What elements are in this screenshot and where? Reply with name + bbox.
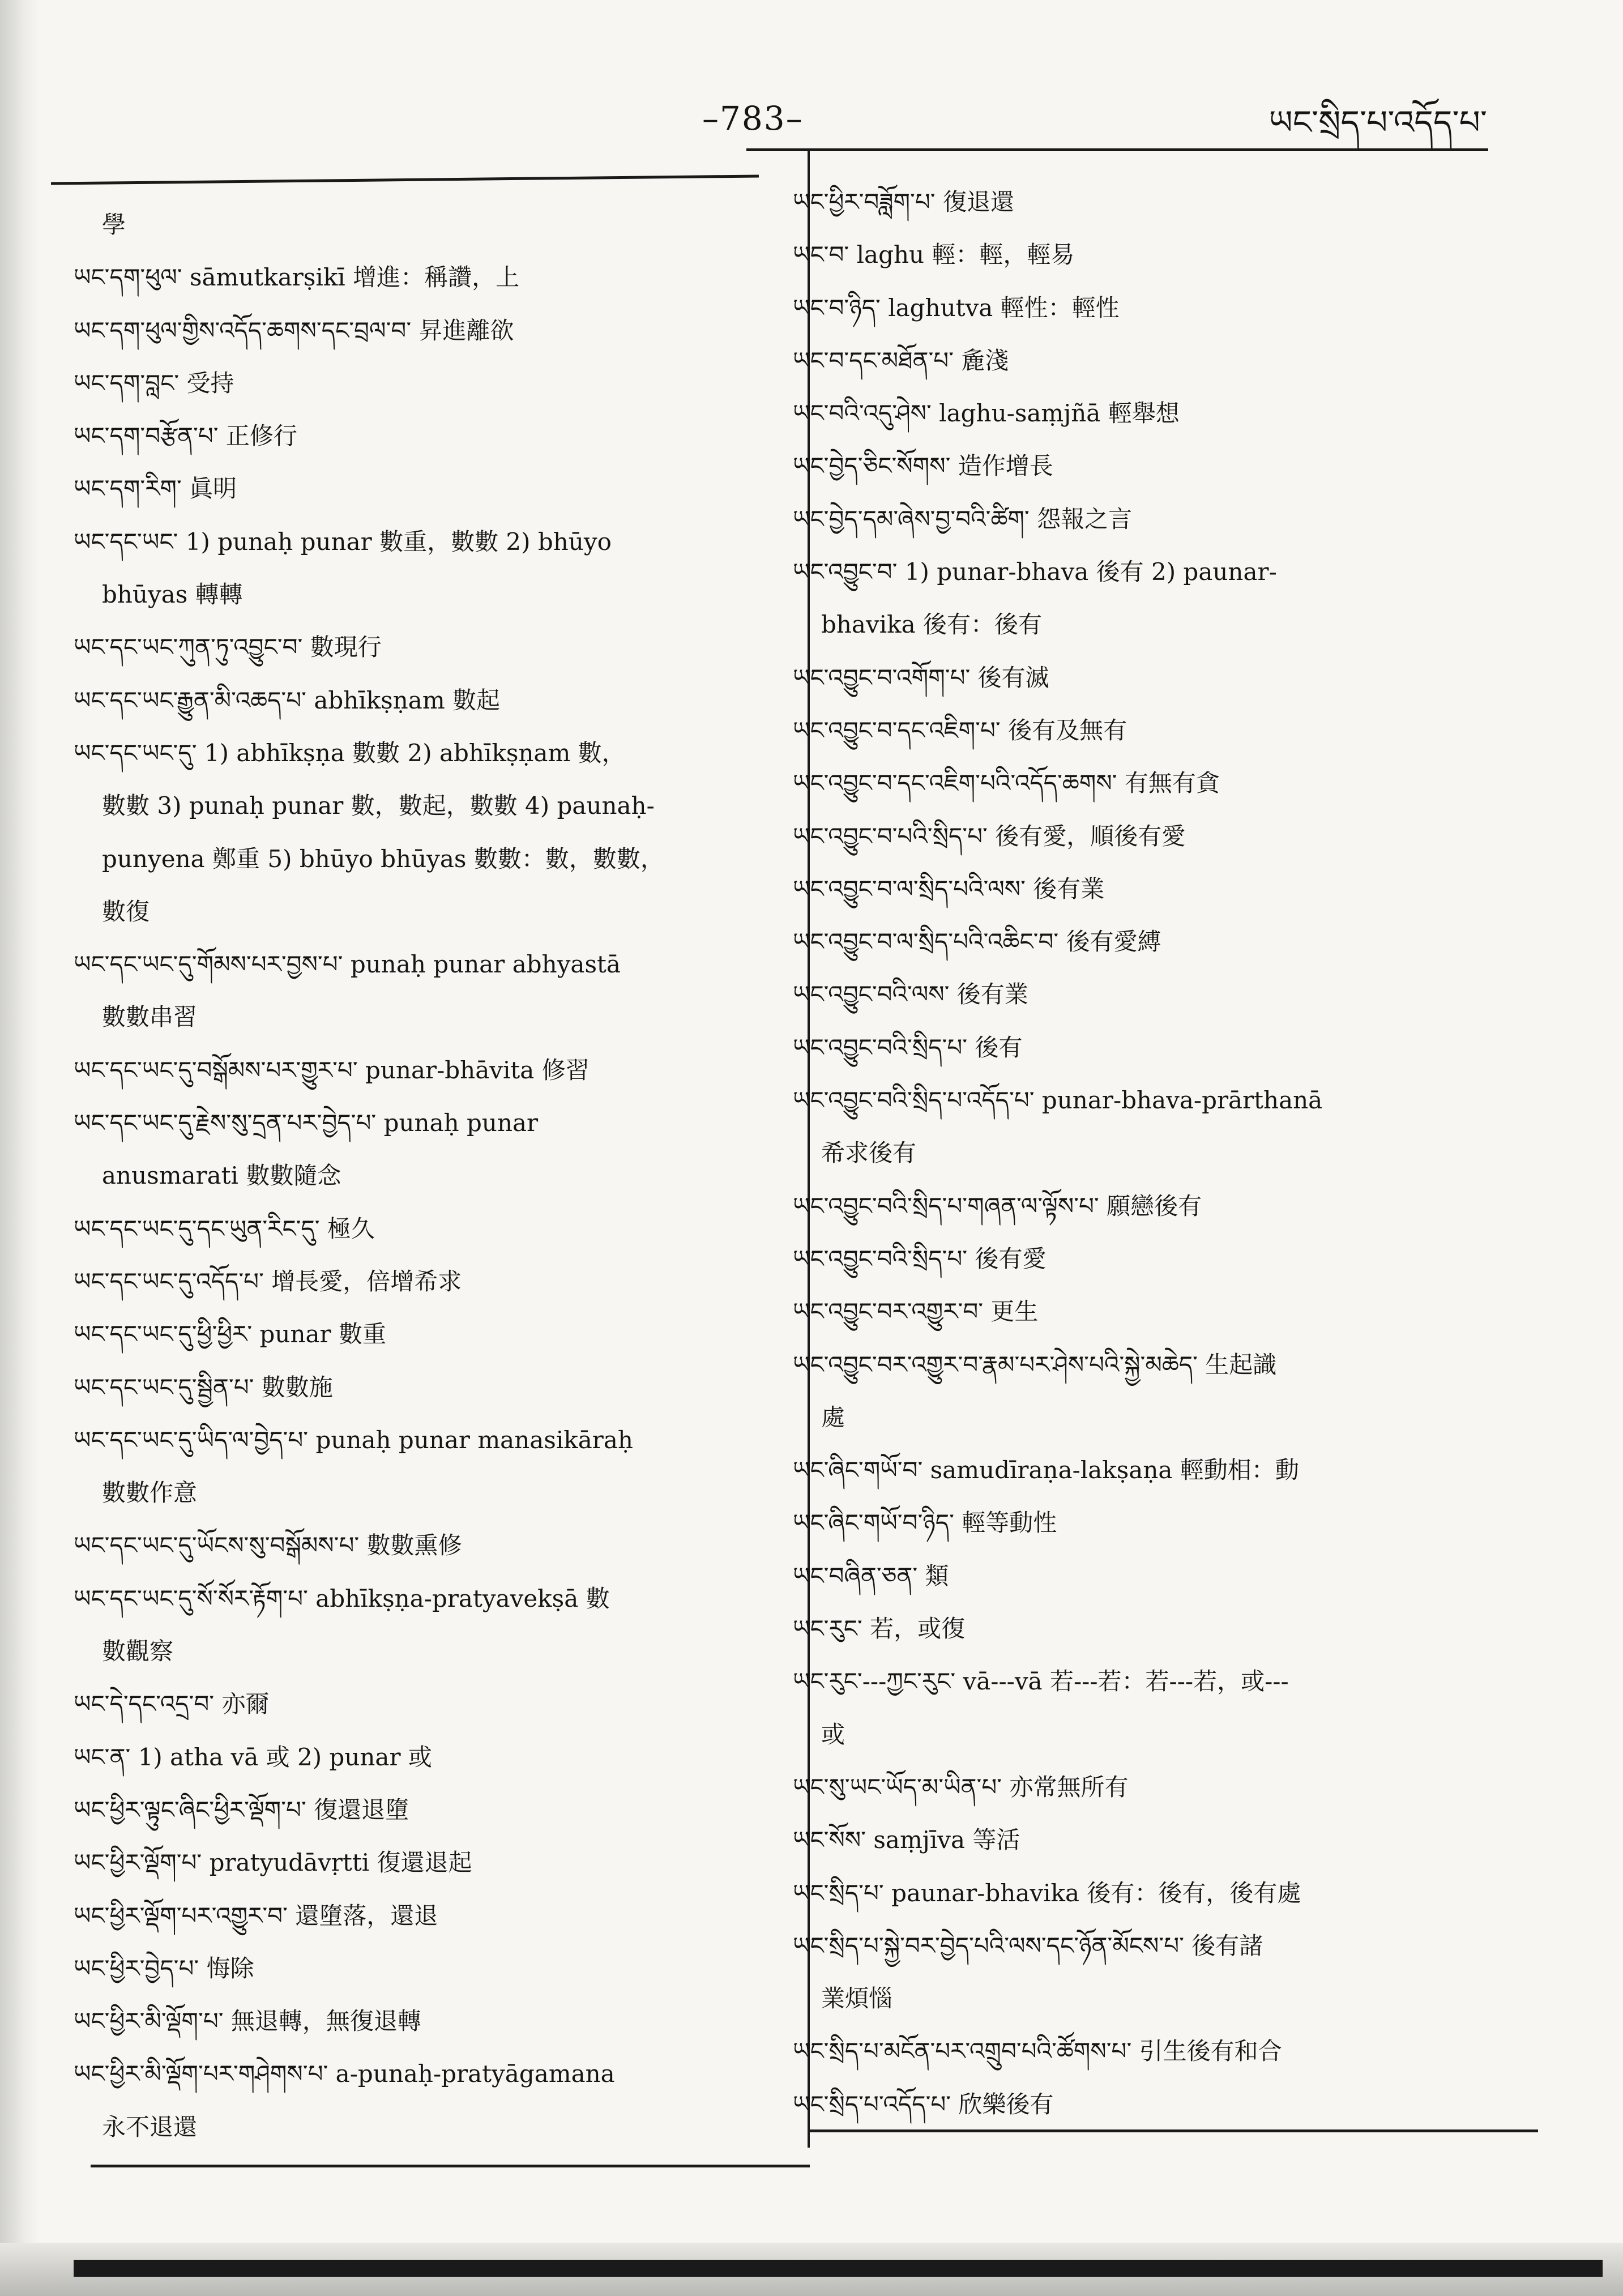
- dictionary-entry-line: ཡང་ཕྱིར་བྱེད་པ་ 悔除: [74, 1954, 254, 1982]
- left-column: [74, 198, 781, 2153]
- header-rule: [746, 148, 1488, 151]
- dictionary-entry-line: ཡང་དང་ཡང་དུ་བསྒོམས་པར་གྱུར་པ་ punar-bhāvita 修習: [74, 1056, 590, 1084]
- dictionary-entry-line: ཡང་སྲིད་པ་སྐྱེ་བར་བྱེད་པའི་ལས་དང་ཉོན་མོངས་པ་ 後有諸: [793, 1931, 1263, 1960]
- dictionary-entry-line: ཡང་འབྱུང་བ་དང་འཇིག་པ་ 後有及無有: [793, 716, 1127, 744]
- dictionary-entry-line: ཡང་དང་ཡང་དུ་ཡོངས་སུ་བསྒོམས་པ་ 數數熏修: [74, 1531, 462, 1560]
- dictionary-entry-line: ཡང་རུང་---ཀྱང་རུང་ vā---vā 若---若：若---若，或---: [793, 1667, 1289, 1696]
- dictionary-entry-line: ཡང་སྲིད་པ་ paunar-bhavika 後有：後有，後有處: [793, 1879, 1301, 1907]
- dictionary-entry-line: bhavika 後有：後有: [821, 611, 1042, 639]
- dictionary-entry-line: 數數串習: [102, 1003, 198, 1031]
- dictionary-entry-line: ཡང་འབྱུང་བ་དང་འཇིག་པའི་འདོད་ཆགས་ 有無有貪: [793, 769, 1220, 797]
- right-column: [793, 176, 1501, 2131]
- dictionary-entry-line: ཡང་འབྱུང་བའི་སྲིད་པ་ 後有: [793, 1033, 1023, 1061]
- dictionary-entry-line: ཡང་དང་ཡང་ཀུན་ཏུ་འབྱུང་བ་ 數現行: [74, 633, 382, 662]
- dictionary-entry-line: ཡང་འབྱུང་བ་པའི་སྲིད་པ་ 後有愛，順後有愛: [793, 822, 1186, 850]
- dictionary-entry-line: ཡང་དག་རིག་ 眞明: [74, 475, 237, 503]
- left-column-top-rule: [51, 174, 759, 185]
- dictionary-entry-line: ཡང་བ་ཉིད་ laghutva 輕性：輕性: [793, 293, 1120, 322]
- dictionary-entry-line: ཡང་དང་ཡང་དུ་ 1) abhīkṣṇa 數數 2) abhīkṣṇam 數，: [74, 739, 626, 767]
- dictionary-entry-line: ཡང་དང་ཡང་དུ་ཡིད་ལ་བྱེད་པ་ punaḥ punar manasikāraḥ: [74, 1426, 633, 1454]
- dictionary-entry-line: 數觀察: [102, 1637, 174, 1666]
- dictionary-entry-line: ཡང་དང་ཡང་དུ་ཕྱི་ཕྱིར་ punar 數重: [74, 1320, 386, 1348]
- dictionary-entry-line: ཡང་དང་ཡང་དུ་འདོད་པ་ 增長愛，倍增希求: [74, 1267, 462, 1295]
- dictionary-entry-line: 或: [821, 1720, 845, 1748]
- dictionary-entry-line: 業煩惱: [821, 1985, 893, 2013]
- dictionary-entry-line: ཡང་ཕྱིར་ལྟུང་ཞིང་ཕྱིར་ལྡོག་པ་ 復還退墮: [74, 1795, 409, 1824]
- dictionary-entry-line: ཡང་བའི་འདུ་ཤེས་ laghu-saṃjñā 輕舉想: [793, 399, 1180, 428]
- dictionary-entry-line: ཡང་ཕྱིར་བཟློག་པ་ 復退還: [793, 188, 1014, 216]
- dictionary-entry-line: ཡང་དང་ཡང་ 1) punaḥ punar 數重，數數 2) bhūyo: [74, 527, 612, 556]
- left-column-bottom-rule: [91, 2165, 810, 2167]
- dictionary-entry-line: ཡང་འབྱུང་བ་འགོག་པ་ 後有滅: [793, 663, 1049, 692]
- dictionary-entry-line: ཡང་དང་ཡང་རྒྱུན་མི་འཆད་པ་ abhīkṣṇam 數起: [74, 686, 500, 714]
- dictionary-entry-line: ཡང་སྲིད་པ་མངོན་པར་འགྲུབ་པའི་ཚོགས་པ་ 引生後有和合: [793, 2037, 1282, 2065]
- dictionary-entry-line: ཡང་ཕྱིར་ལྡོག་པར་འགྱུར་བ་ 還墮落，還退: [74, 1901, 438, 1930]
- dictionary-entry-line: ཡང་ན་ 1) atha vā 或 2) punar 或: [74, 1743, 432, 1771]
- dictionary-entry-line: punyena 鄭重 5) bhūyo bhūyas 數數：數，數數，: [102, 844, 664, 873]
- dictionary-entry-line: ཡང་དང་ཡང་དུ་རྗེས་སུ་དྲན་པར་བྱེད་པ་ punaḥ punar: [74, 1109, 539, 1137]
- dictionary-entry-line: ཡང་འབྱུང་བའི་སྲིད་པ་གཞན་ལ་ལྟོས་པ་ 願戀後有: [793, 1192, 1202, 1220]
- dictionary-entry-line: ཡང་སྲིད་པ་འདོད་པ་ 欣樂後有: [793, 2090, 1054, 2118]
- dictionary-entry-line: ཡང་བ་ laghu 輕：輕，輕易: [793, 241, 1075, 269]
- dictionary-entry-line: 學: [102, 211, 126, 238]
- dictionary-entry-line: 數數作意: [102, 1479, 198, 1507]
- dictionary-entry-line: ཡང་ཞིང་གཡོ་བ་ཉིད་ 輕等動性: [793, 1509, 1057, 1537]
- dictionary-entry-line: ཡང་བྱེད་དམ་ཞེས་བྱ་བའི་ཚིག་ 怨報之言: [793, 505, 1133, 533]
- dictionary-entry-line: ཡང་འབྱུང་བའི་སྲིད་པ་འདོད་པ་ punar-bhava-prārthanā: [793, 1086, 1323, 1115]
- dictionary-entry-line: ཡང་དག་བླང་ 受持: [74, 369, 234, 397]
- dictionary-entry-line: ཡང་འབྱུང་བའི་སྲིད་པ་ 後有愛: [793, 1244, 1047, 1273]
- dictionary-entry-line: 數復: [102, 897, 150, 925]
- dictionary-entry-line: ཡང་དང་ཡང་དུ་གོམས་པར་བྱས་པ་ punaḥ punar abhyastā: [74, 950, 621, 979]
- scan-bottom-edge: [74, 2260, 1603, 2277]
- dictionary-entry-line: ཡང་དང་ཡང་དུ་སྦྱིན་པ་ 數數施: [74, 1373, 333, 1401]
- dictionary-entry-line: ཡང་ཕྱིར་ལྡོག་པ་ pratyudāvṛtti 復還退起: [74, 1849, 472, 1877]
- dictionary-entry-line: ཡང་དག་ཕུལ་གྱིས་འདོད་ཆགས་དང་བྲལ་བ་ 昇進離欲: [74, 316, 514, 344]
- dictionary-entry-line: 永不退還: [102, 2113, 198, 2141]
- dictionary-entry-line: bhūyas 轉轉: [102, 581, 243, 609]
- page-number: –783–: [702, 99, 804, 138]
- scan-edge-shadow: [0, 0, 40, 2296]
- dictionary-entry-line: 希求後有: [821, 1139, 917, 1167]
- dictionary-entry-line: ཡང་བཞིན་ཅན་ 類: [793, 1561, 949, 1590]
- dictionary-entry-line: ཡང་དང་ཡང་དུ་དང་ཡུན་རིང་དུ་ 極久: [74, 1214, 375, 1243]
- dictionary-entry-line: ཡང་འབྱུང་བར་འགྱུར་བ་རྣམ་པར་ཤེས་པའི་སྐྱེ་མཆེད་ 生起識: [793, 1350, 1277, 1379]
- dictionary-entry-line: ཡང་འབྱུང་བར་འགྱུར་བ་ 更生: [793, 1298, 1039, 1326]
- dictionary-entry-line: anusmarati 數數隨念: [102, 1162, 341, 1190]
- dictionary-entry-line: ཡང་བྱེད་ཅིང་སོགས་ 造作增長: [793, 452, 1053, 480]
- right-column-bottom-rule: [808, 2129, 1538, 2132]
- dictionary-entry-line: ཡང་འབྱུང་བའི་ལས་ 後有業: [793, 980, 1028, 1009]
- dictionary-entry-line: ཡང་ཕྱིར་མི་ལྡོག་པར་གཤེགས་པ་ a-punaḥ-pratyāgamana: [74, 2060, 615, 2088]
- dictionary-entry-line: ཡང་ཕྱིར་མི་ལྡོག་པ་ 無退轉，無復退轉: [74, 2007, 421, 2035]
- dictionary-entry-line: ཡང་དེ་དང་འདྲ་བ་ 亦爾: [74, 1690, 270, 1718]
- dictionary-entry-line: ཡང་འབྱུང་བ་ལ་སྲིད་པའི་ལས་ 後有業: [793, 874, 1105, 903]
- dictionary-entry-line: 數數 3) punaḥ punar 數，數起，數數 4) paunaḥ-: [102, 792, 655, 820]
- dictionary-entry-line: ཡང་འབྱུང་བ་ལ་སྲིད་པའི་འཆིང་བ་ 後有愛縛: [793, 928, 1161, 956]
- dictionary-entry-line: ཡང་རུང་ 若，或復: [793, 1615, 966, 1643]
- dictionary-entry-line: ཡང་དང་ཡང་དུ་སོ་སོར་རྟོག་པ་ abhīkṣṇa-pratyavekṣā 數: [74, 1584, 610, 1612]
- dictionary-entry-line: ཡང་སོས་ saṃjīva 等活: [793, 1826, 1020, 1854]
- dictionary-entry-line: ཡང་ཞིང་གཡོ་བ་ samudīraṇa-lakṣaṇa 輕動相：動: [793, 1456, 1299, 1484]
- dictionary-entry-line: ཡང་དག་ཕུལ་ sāmutkarṣikī 增進：稱讚，上: [74, 263, 520, 292]
- dictionary-entry-line: ཡང་སུ་ཡང་ཡོད་མ་ཡིན་པ་ 亦常無所有: [793, 1773, 1129, 1801]
- dictionary-entry-line: ཡང་འབྱུང་བ་ 1) punar-bhava 後有 2) paunar-: [793, 558, 1277, 586]
- dictionary-entry-line: ཡང་བ་དང་མཐོན་པ་ 麁淺: [793, 346, 1009, 374]
- dictionary-entry-line: 處: [821, 1403, 845, 1431]
- running-head: ཡང་སྲིད་པ་འདོད་པ་: [1268, 103, 1487, 142]
- dictionary-entry-line: ཡང་དག་བརྩོན་པ་ 正修行: [74, 422, 297, 450]
